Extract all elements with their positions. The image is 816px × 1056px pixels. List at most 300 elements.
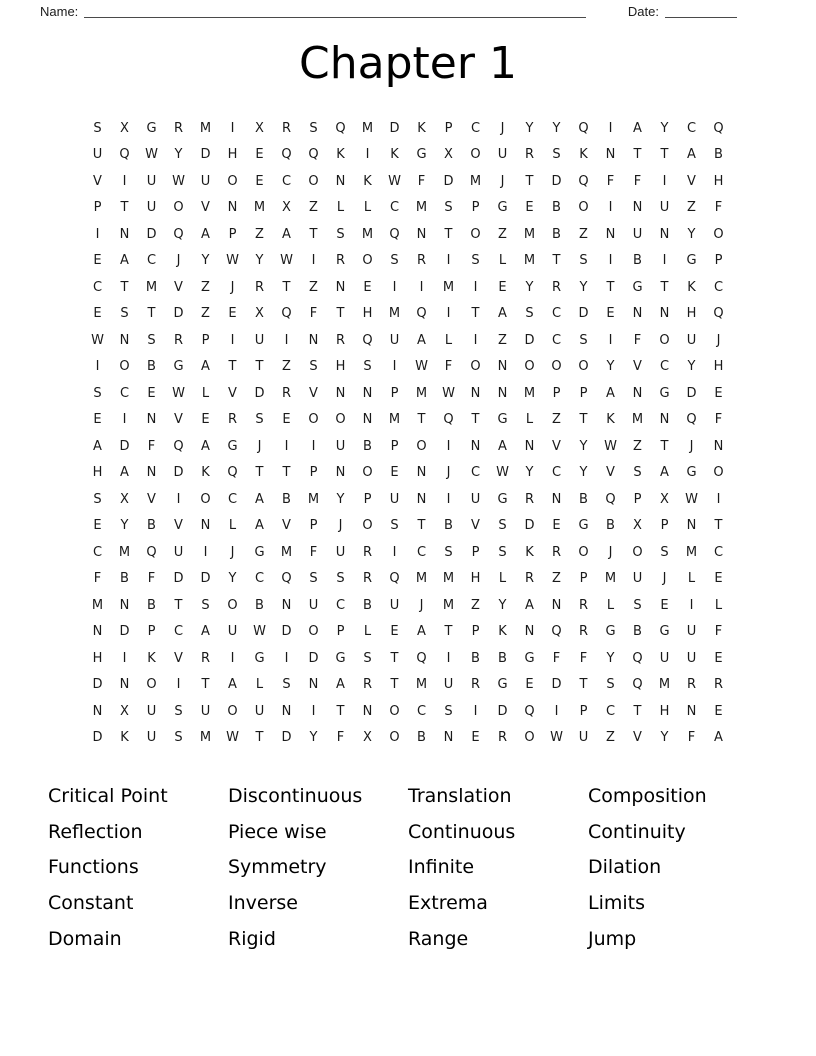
grid-cell: O bbox=[713, 465, 724, 481]
grid-cell: M bbox=[415, 677, 428, 693]
grid-cell: Y bbox=[255, 253, 264, 269]
grid-cell: S bbox=[525, 306, 534, 322]
grid-cell: V bbox=[228, 385, 237, 401]
grid-cell: L bbox=[606, 597, 615, 613]
grid-cell: Z bbox=[282, 359, 291, 375]
grid-cell: E bbox=[714, 703, 723, 719]
grid-cell: I bbox=[122, 173, 127, 189]
grid-cell: P bbox=[309, 465, 318, 481]
grid-cell: S bbox=[498, 518, 507, 534]
word-list-item: Inverse bbox=[228, 892, 298, 915]
grid-cell: P bbox=[444, 120, 453, 136]
grid-cell: F bbox=[714, 624, 723, 640]
grid-cell: I bbox=[284, 438, 289, 454]
grid-cell: F bbox=[336, 730, 345, 746]
grid-cell: B bbox=[471, 650, 480, 666]
grid-cell: G bbox=[497, 412, 508, 428]
grid-cell: R bbox=[335, 253, 346, 269]
grid-cell: W bbox=[442, 385, 455, 401]
grid-cell: A bbox=[228, 677, 237, 693]
grid-cell: I bbox=[446, 306, 451, 322]
grid-cell: M bbox=[523, 253, 536, 269]
grid-cell: I bbox=[284, 650, 289, 666]
grid-cell: R bbox=[362, 571, 373, 587]
grid-cell: A bbox=[336, 677, 345, 693]
grid-cell: P bbox=[147, 624, 156, 640]
grid-cell: D bbox=[281, 730, 292, 746]
grid-cell: M bbox=[523, 385, 536, 401]
grid-cell: S bbox=[444, 200, 453, 216]
grid-cell: U bbox=[632, 226, 643, 242]
grid-cell: N bbox=[92, 624, 103, 640]
grid-cell: D bbox=[281, 624, 292, 640]
grid-row bbox=[84, 248, 732, 275]
grid-cell: D bbox=[443, 173, 454, 189]
grid-cell: S bbox=[363, 650, 372, 666]
word-list-item: Discontinuous bbox=[228, 785, 363, 807]
grid-cell: N bbox=[713, 438, 724, 454]
grid-cell: G bbox=[497, 200, 508, 216]
grid-cell: R bbox=[497, 730, 508, 746]
grid-cell: T bbox=[147, 306, 156, 322]
grid-cell: N bbox=[308, 332, 319, 348]
grid-cell: F bbox=[552, 650, 561, 666]
grid-cell: O bbox=[227, 597, 238, 613]
grid-cell: J bbox=[230, 544, 235, 560]
grid-cell: E bbox=[228, 306, 237, 322]
grid-cell: V bbox=[93, 173, 102, 189]
grid-cell: E bbox=[282, 412, 291, 428]
puzzle-grid bbox=[84, 115, 732, 751]
grid-cell: A bbox=[93, 438, 102, 454]
grid-cell: X bbox=[255, 306, 264, 322]
grid-cell: T bbox=[444, 624, 453, 640]
grid-cell: O bbox=[389, 730, 400, 746]
grid-cell: P bbox=[390, 438, 399, 454]
grid-row bbox=[84, 513, 732, 540]
grid-cell: U bbox=[470, 491, 481, 507]
grid-cell: E bbox=[93, 253, 102, 269]
grid-cell: M bbox=[442, 279, 455, 295]
grid-cell: A bbox=[255, 518, 264, 534]
grid-cell: D bbox=[524, 518, 535, 534]
grid-cell: N bbox=[659, 226, 670, 242]
word-list-item: Translation bbox=[408, 785, 512, 807]
grid-cell: S bbox=[309, 571, 318, 587]
grid-cell: N bbox=[659, 412, 670, 428]
grid-cell: V bbox=[174, 412, 183, 428]
grid-cell: X bbox=[120, 703, 129, 719]
grid-cell: G bbox=[146, 120, 157, 136]
grid-cell: N bbox=[524, 438, 535, 454]
word-list-item: Dilation bbox=[588, 856, 662, 879]
grid-cell: Q bbox=[389, 571, 400, 587]
grid-cell: G bbox=[686, 465, 697, 481]
grid-cell: K bbox=[336, 147, 345, 163]
grid-cell: S bbox=[93, 385, 102, 401]
grid-cell: D bbox=[146, 226, 157, 242]
grid-cell: O bbox=[119, 359, 130, 375]
grid-cell: F bbox=[579, 650, 588, 666]
grid-cell: E bbox=[714, 571, 723, 587]
grid-cell: B bbox=[579, 491, 588, 507]
grid-cell: I bbox=[608, 332, 613, 348]
grid-cell: K bbox=[498, 624, 507, 640]
grid-row bbox=[84, 142, 732, 169]
word-list-item: Symmetry bbox=[228, 856, 327, 879]
grid-cell: D bbox=[389, 120, 400, 136]
grid-cell: Q bbox=[173, 438, 184, 454]
grid-cell: U bbox=[254, 332, 265, 348]
grid-cell: E bbox=[714, 650, 723, 666]
grid-cell: N bbox=[632, 385, 643, 401]
grid-cell: W bbox=[172, 173, 185, 189]
grid-cell: Q bbox=[308, 147, 319, 163]
grid-cell: J bbox=[689, 438, 694, 454]
grid-cell: Y bbox=[525, 279, 534, 295]
grid-cell: U bbox=[173, 544, 184, 560]
grid-cell: N bbox=[497, 359, 508, 375]
grid-cell: I bbox=[419, 279, 424, 295]
grid-cell: W bbox=[253, 624, 266, 640]
grid-cell: N bbox=[416, 226, 427, 242]
grid-cell: H bbox=[335, 359, 346, 375]
grid-cell: L bbox=[228, 518, 237, 534]
grid-cell: P bbox=[579, 703, 588, 719]
grid-cell: O bbox=[308, 624, 319, 640]
grid-cell: A bbox=[498, 306, 507, 322]
grid-cell: I bbox=[230, 332, 235, 348]
grid-cell: Q bbox=[551, 624, 562, 640]
grid-cell: F bbox=[309, 306, 318, 322]
grid-cell: E bbox=[255, 147, 264, 163]
grid-cell: S bbox=[174, 730, 183, 746]
grid-cell: I bbox=[284, 332, 289, 348]
grid-cell: G bbox=[605, 624, 616, 640]
grid-cell: D bbox=[524, 332, 535, 348]
grid-cell: P bbox=[363, 491, 372, 507]
grid-cell: X bbox=[444, 147, 453, 163]
grid-cell: M bbox=[388, 306, 401, 322]
grid-cell: P bbox=[471, 544, 480, 560]
grid-cell: E bbox=[363, 279, 372, 295]
grid-cell: A bbox=[120, 253, 129, 269]
grid-cell: O bbox=[524, 730, 535, 746]
grid-cell: N bbox=[119, 597, 130, 613]
grid-cell: J bbox=[500, 173, 505, 189]
grid-cell: N bbox=[632, 200, 643, 216]
grid-cell: L bbox=[687, 571, 696, 587]
grid-cell: C bbox=[470, 465, 481, 481]
word-list-column bbox=[408, 779, 588, 958]
grid-cell: R bbox=[551, 279, 562, 295]
grid-cell: B bbox=[552, 226, 561, 242]
grid-cell: Q bbox=[578, 120, 589, 136]
grid-cell: K bbox=[525, 544, 534, 560]
grid-cell: V bbox=[633, 359, 642, 375]
grid-cell: E bbox=[552, 518, 561, 534]
grid-cell: N bbox=[146, 412, 157, 428]
grid-cell: M bbox=[415, 200, 428, 216]
grid-cell: T bbox=[282, 279, 291, 295]
grid-cell: O bbox=[578, 200, 589, 216]
grid-cell: K bbox=[579, 147, 588, 163]
grid-cell: C bbox=[335, 597, 346, 613]
grid-cell: T bbox=[633, 147, 642, 163]
grid-cell: Q bbox=[632, 677, 643, 693]
grid-cell: C bbox=[146, 253, 157, 269]
grid-cell: R bbox=[524, 491, 535, 507]
grid-cell: H bbox=[362, 306, 373, 322]
grid-row bbox=[84, 301, 732, 328]
grid-cell: J bbox=[230, 279, 235, 295]
grid-cell: U bbox=[254, 703, 265, 719]
grid-cell: T bbox=[552, 253, 561, 269]
word-list-item: Extrema bbox=[408, 892, 488, 915]
grid-cell: O bbox=[362, 518, 373, 534]
grid-cell: Y bbox=[336, 491, 345, 507]
grid-cell: N bbox=[200, 518, 211, 534]
grid-row bbox=[84, 619, 732, 646]
grid-cell: N bbox=[551, 597, 562, 613]
grid-cell: I bbox=[95, 359, 100, 375]
grid-cell: G bbox=[173, 359, 184, 375]
grid-cell: O bbox=[227, 703, 238, 719]
grid-cell: C bbox=[605, 703, 616, 719]
grid-cell: M bbox=[253, 200, 266, 216]
grid-cell: D bbox=[551, 677, 562, 693]
grid-cell: G bbox=[578, 518, 589, 534]
grid-cell: O bbox=[362, 465, 373, 481]
grid-cell: I bbox=[608, 200, 613, 216]
grid-cell: C bbox=[416, 703, 427, 719]
grid-cell: W bbox=[496, 465, 509, 481]
grid-cell: T bbox=[309, 226, 318, 242]
grid-cell: N bbox=[497, 385, 508, 401]
grid-cell: X bbox=[282, 200, 291, 216]
grid-cell: F bbox=[687, 730, 696, 746]
grid-cell: S bbox=[336, 226, 345, 242]
word-list-column bbox=[588, 779, 768, 958]
grid-cell: T bbox=[120, 279, 129, 295]
grid-cell: P bbox=[579, 571, 588, 587]
grid-cell: O bbox=[632, 544, 643, 560]
grid-cell: T bbox=[255, 730, 264, 746]
grid-cell: T bbox=[471, 306, 480, 322]
word-list-item: Domain bbox=[48, 927, 122, 950]
grid-cell: I bbox=[662, 173, 667, 189]
grid-cell: D bbox=[92, 730, 103, 746]
grid-cell: I bbox=[473, 279, 478, 295]
grid-cell: I bbox=[176, 491, 181, 507]
grid-cell: W bbox=[415, 359, 428, 375]
grid-cell: B bbox=[147, 359, 156, 375]
grid-cell: D bbox=[173, 571, 184, 587]
grid-cell: A bbox=[417, 332, 426, 348]
grid-cell: I bbox=[95, 226, 100, 242]
grid-cell: Y bbox=[687, 359, 696, 375]
grid-cell: J bbox=[662, 571, 667, 587]
grid-cell: I bbox=[608, 120, 613, 136]
grid-cell: R bbox=[551, 544, 562, 560]
grid-cell: J bbox=[338, 518, 343, 534]
grid-cell: A bbox=[417, 624, 426, 640]
grid-cell: C bbox=[92, 279, 103, 295]
word-list-item: Composition bbox=[588, 785, 707, 807]
grid-cell: S bbox=[552, 147, 561, 163]
grid-cell: M bbox=[307, 491, 320, 507]
grid-cell: E bbox=[93, 306, 102, 322]
grid-cell: T bbox=[606, 279, 615, 295]
grid-cell: I bbox=[392, 544, 397, 560]
grid-cell: P bbox=[579, 385, 588, 401]
grid-cell: M bbox=[442, 597, 455, 613]
grid-cell: R bbox=[524, 571, 535, 587]
grid-cell: J bbox=[419, 597, 424, 613]
grid-cell: G bbox=[659, 624, 670, 640]
grid-cell: E bbox=[660, 597, 669, 613]
grid-cell: A bbox=[687, 147, 696, 163]
grid-cell: K bbox=[147, 650, 156, 666]
grid-cell: L bbox=[363, 200, 372, 216]
grid-cell: F bbox=[444, 359, 453, 375]
grid-cell: S bbox=[147, 332, 156, 348]
grid-cell: H bbox=[92, 650, 103, 666]
grid-cell: N bbox=[119, 226, 130, 242]
grid-cell: N bbox=[119, 332, 130, 348]
grid-cell: M bbox=[361, 226, 374, 242]
grid-cell: I bbox=[446, 438, 451, 454]
grid-cell: N bbox=[470, 438, 481, 454]
grid-cell: O bbox=[308, 412, 319, 428]
grid-cell: F bbox=[714, 200, 723, 216]
grid-cell: I bbox=[122, 412, 127, 428]
grid-cell: R bbox=[281, 385, 292, 401]
grid-cell: W bbox=[604, 438, 617, 454]
grid-cell: M bbox=[91, 597, 104, 613]
grid-cell: A bbox=[201, 359, 210, 375]
grid-cell: Z bbox=[471, 597, 480, 613]
grid-cell: T bbox=[660, 438, 669, 454]
grid-cell: W bbox=[172, 385, 185, 401]
grid-cell: Q bbox=[281, 147, 292, 163]
grid-cell: I bbox=[311, 703, 316, 719]
grid-cell: P bbox=[471, 624, 480, 640]
grid-cell: V bbox=[309, 385, 318, 401]
grid-cell: F bbox=[93, 571, 102, 587]
grid-cell: D bbox=[200, 147, 211, 163]
grid-cell: C bbox=[659, 359, 670, 375]
grid-cell: P bbox=[93, 200, 102, 216]
grid-cell: A bbox=[525, 597, 534, 613]
grid-cell: T bbox=[714, 518, 723, 534]
date-blank-line bbox=[665, 6, 737, 18]
grid-cell: U bbox=[578, 730, 589, 746]
grid-cell: N bbox=[227, 200, 238, 216]
grid-cell: U bbox=[659, 650, 670, 666]
grid-cell: R bbox=[713, 677, 724, 693]
grid-cell: G bbox=[632, 279, 643, 295]
grid-row bbox=[84, 274, 732, 301]
grid-cell: V bbox=[174, 279, 183, 295]
grid-cell: N bbox=[308, 677, 319, 693]
grid-cell: A bbox=[255, 491, 264, 507]
grid-cell: R bbox=[470, 677, 481, 693]
word-list-item: Rigid bbox=[228, 927, 276, 950]
grid-cell: T bbox=[120, 200, 129, 216]
grid-cell: O bbox=[362, 253, 373, 269]
grid-cell: H bbox=[470, 571, 481, 587]
grid-cell: E bbox=[147, 385, 156, 401]
grid-row bbox=[84, 195, 732, 222]
grid-cell: S bbox=[174, 703, 183, 719]
grid-row bbox=[84, 645, 732, 672]
grid-cell: M bbox=[469, 173, 482, 189]
grid-cell: H bbox=[92, 465, 103, 481]
grid-cell: Y bbox=[579, 465, 588, 481]
grid-cell: A bbox=[714, 730, 723, 746]
grid-cell: W bbox=[388, 173, 401, 189]
grid-cell: N bbox=[362, 703, 373, 719]
grid-cell: Y bbox=[525, 120, 534, 136]
grid-cell: Z bbox=[255, 226, 264, 242]
grid-cell: S bbox=[579, 253, 588, 269]
grid-cell: I bbox=[176, 677, 181, 693]
grid-cell: U bbox=[632, 571, 643, 587]
grid-cell: Y bbox=[660, 120, 669, 136]
grid-cell: N bbox=[335, 279, 346, 295]
grid-cell: S bbox=[93, 120, 102, 136]
grid-cell: F bbox=[147, 438, 156, 454]
grid-cell: O bbox=[200, 491, 211, 507]
grid-cell: H bbox=[713, 173, 724, 189]
grid-cell: L bbox=[525, 412, 534, 428]
grid-cell: U bbox=[146, 730, 157, 746]
grid-cell: C bbox=[551, 465, 562, 481]
grid-cell: B bbox=[147, 597, 156, 613]
grid-cell: Z bbox=[309, 200, 318, 216]
grid-cell: T bbox=[471, 412, 480, 428]
grid-cell: K bbox=[201, 465, 210, 481]
grid-cell: O bbox=[713, 226, 724, 242]
grid-cell: I bbox=[473, 332, 478, 348]
grid-cell: E bbox=[525, 200, 534, 216]
grid-cell: U bbox=[308, 597, 319, 613]
grid-cell: N bbox=[416, 465, 427, 481]
word-list-item: Constant bbox=[48, 892, 134, 915]
grid-cell: B bbox=[282, 491, 291, 507]
grid-cell: N bbox=[686, 518, 697, 534]
grid-cell: B bbox=[417, 730, 426, 746]
grid-cell: O bbox=[173, 200, 184, 216]
grid-cell: Q bbox=[416, 650, 427, 666]
word-list-item: Reflection bbox=[48, 820, 143, 843]
grid-cell: B bbox=[255, 597, 264, 613]
grid-cell: G bbox=[524, 650, 535, 666]
grid-cell: C bbox=[92, 544, 103, 560]
grid-cell: R bbox=[173, 332, 184, 348]
grid-cell: Q bbox=[227, 465, 238, 481]
grid-cell: H bbox=[713, 359, 724, 375]
grid-cell: R bbox=[281, 120, 292, 136]
grid-cell: Q bbox=[362, 332, 373, 348]
grid-cell: U bbox=[686, 332, 697, 348]
grid-cell: I bbox=[446, 491, 451, 507]
grid-cell: M bbox=[631, 412, 644, 428]
grid-cell: Q bbox=[173, 226, 184, 242]
grid-cell: K bbox=[120, 730, 129, 746]
grid-cell: V bbox=[201, 200, 210, 216]
